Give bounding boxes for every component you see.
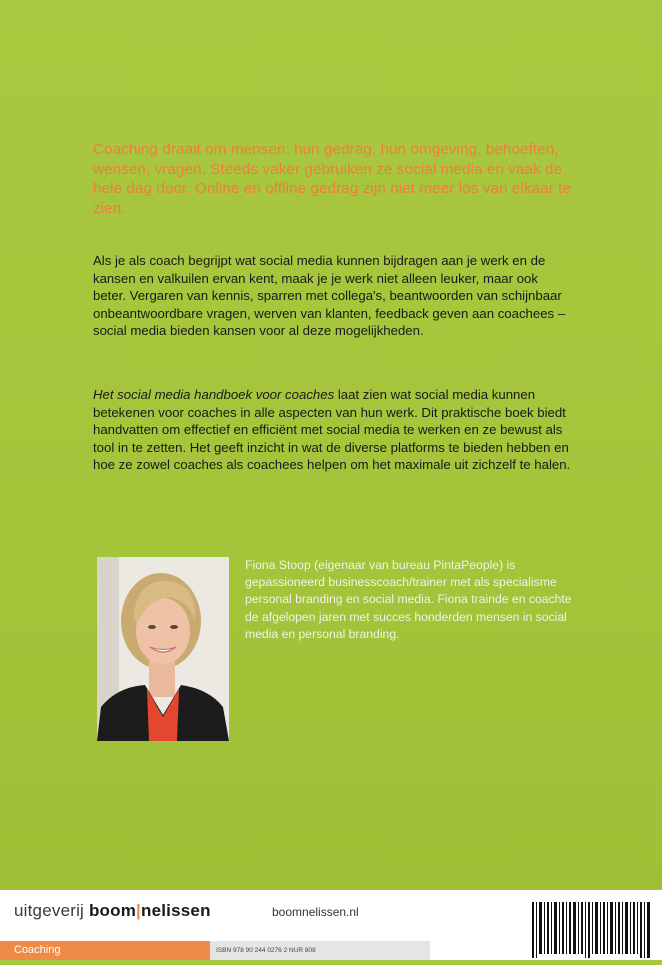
category-label: Coaching <box>0 941 210 960</box>
body-paragraph-1: Als je als coach begrijpt wat social media kunnen bijdragen aan je werk en de kansen en valkuilen ervan kent, maak je je werk niet alleen leuker, maar ook beter. Vergaren van kennis, sparren met collega's, beantwoorden van schijnbaar onbeantwoordbare vragen, werven van klanten, feedback geven aan coachees – social media bieden kansen voor al deze mogelijkheden. <box>93 253 566 339</box>
publisher-suffix: nelissen <box>141 901 211 920</box>
category-bar <box>0 941 430 960</box>
body-paragraph-2 <box>93 386 573 474</box>
barcode-icon <box>528 898 656 960</box>
publisher-prefix: uitgeverij <box>14 901 89 920</box>
book-title: Het social media handboek voor coaches <box>93 387 335 402</box>
publisher-slash: | <box>136 901 142 920</box>
body-paragraph-2-text: laat zien wat social media kunnen betekenen voor coaches in alle aspecten van hun werk. Dit praktische boek biedt handvatten om effectief en efficiënt met social media te werken en ze bewust als tool in te zetten. Het geeft inzicht in wat de diverse platforms te bieden hebben en hoe ze zowel coaches als coachees helpen om het maximale uit zichzelf te halen. <box>93 387 571 473</box>
barcode <box>528 898 656 960</box>
publisher-brand: boom <box>88 901 137 920</box>
publisher-logo <box>14 901 211 921</box>
publisher-website: boomnelissen.nl <box>272 905 359 919</box>
author-portrait-image <box>97 557 229 741</box>
author-bio: Fiona Stoop (eigenaar van bureau PintaPeople) is gepassioneerd businesscoach/trainer met als specialisme personal branding en social media. Fiona trainde en coachte de afgelopen jaren met succes honderden mensen in social media en personal branding. <box>245 558 572 641</box>
footer <box>0 890 662 960</box>
intro-paragraph: Coaching draait om mensen: hun gedrag, hun omgeving, behoeften, wensen, vragen. Steeds vaker gebruiken ze social media en vaak de hele dag door. Online en offline gedrag zijn niet meer los van elkaar te zien. <box>93 141 572 217</box>
author-photo <box>97 557 229 741</box>
isbn-text: ISBN 978 90 244 0276 2 NUR 808 <box>216 947 316 954</box>
